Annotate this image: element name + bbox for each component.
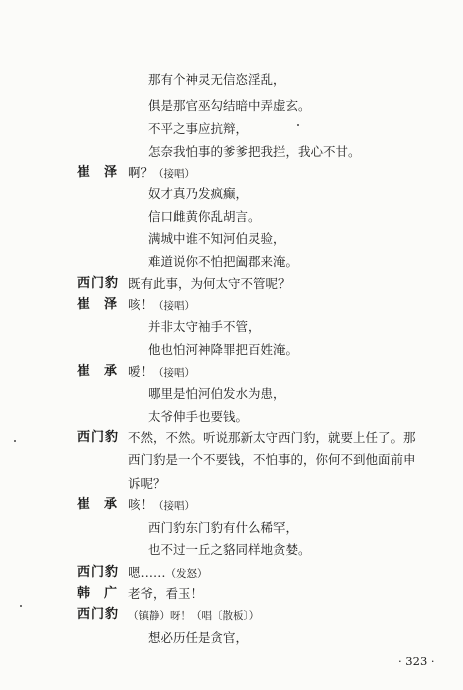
speech-text: 嗯……: [128, 565, 166, 580]
speech-line: [128, 430, 416, 446]
speaker-name: 西门豹: [77, 565, 120, 580]
stage-direction: （镇静）呀！（唱〔散板〕）: [128, 610, 260, 622]
speech-line: [128, 497, 195, 514]
speaker-name: 崔泽: [77, 165, 132, 180]
verse-line: 也不过一丘之貉同样地贪婪。: [148, 542, 311, 557]
verse-line: 怎奈我怕事的爹爹把我拦，我心不甘。: [148, 144, 361, 159]
speaker-name: 崔承: [77, 497, 132, 512]
stage-direction: （接唱）: [153, 300, 196, 312]
speech-text: 嗳！: [128, 364, 154, 379]
speech-line: [128, 565, 208, 582]
verse-line: 难道说你不怕把阖郡来淹。: [148, 254, 299, 269]
speech-line: [128, 276, 291, 292]
page-number: · 323 ·: [398, 654, 435, 668]
speaker-name: 西门豹: [77, 430, 120, 445]
speech-line: [128, 586, 203, 602]
speech-text: 咳！: [128, 497, 154, 512]
stage-direction: （发怒）: [165, 568, 208, 580]
verse-line: 那有个神灵无信恣淫乱，: [148, 72, 286, 87]
speech-continuation: 诉呢？: [128, 476, 166, 491]
verse-line: 奴才真乃发疯癫，: [148, 186, 249, 201]
speech-continuation: 西门豹是一个不要钱，不怕事的，你何不到他面前申: [128, 452, 416, 467]
verse-line: 满城中谁不知河伯灵验，: [148, 231, 286, 246]
speaker-name: 崔泽: [77, 297, 132, 312]
speaker-name: 崔承: [77, 364, 132, 379]
verse-line: 俱是那官巫勾结暗中弄虚玄。: [148, 98, 311, 113]
verse-line: 想必历任是贪官，: [148, 630, 249, 645]
verse-line: 西门豹东门豹有什么稀罕，: [148, 520, 299, 535]
verse-line: 信口雌黄你乱胡言。: [148, 209, 261, 224]
scan-speck: [297, 124, 299, 126]
stage-direction: （接唱）: [153, 500, 196, 512]
speech-text: 啊？: [128, 165, 154, 180]
scan-speck: [20, 605, 22, 607]
speaker-name: 西门豹: [77, 607, 120, 622]
speaker-name: 西门豹: [77, 276, 120, 291]
speech-line: [128, 165, 195, 182]
speech-line: [128, 364, 195, 381]
scan-speck: [14, 440, 16, 442]
verse-line: 哪里是怕河伯发水为患，: [148, 386, 286, 401]
speaker-name: 韩广: [77, 586, 132, 601]
stage-direction: （接唱）: [153, 367, 196, 379]
verse-line: 不平之事应抗辩，: [148, 121, 249, 136]
verse-line: 并非太守袖手不管，: [148, 319, 261, 334]
speech-text: 老爷，看玉！: [128, 586, 204, 601]
verse-line: 他也怕河神降罪把百姓淹。: [148, 342, 299, 357]
verse-line: 太爷伸手也要钱。: [148, 409, 249, 424]
stage-direction: （接唱）: [153, 168, 196, 180]
speech-text: 不然，不然。听说那新太守西门豹，就要上任了。那: [128, 430, 416, 445]
speech-line: [128, 297, 195, 314]
speech-text: 咳！: [128, 297, 154, 312]
speech-line: [128, 607, 259, 624]
speech-text: 既有此事，为何太守不管呢？: [128, 276, 291, 291]
